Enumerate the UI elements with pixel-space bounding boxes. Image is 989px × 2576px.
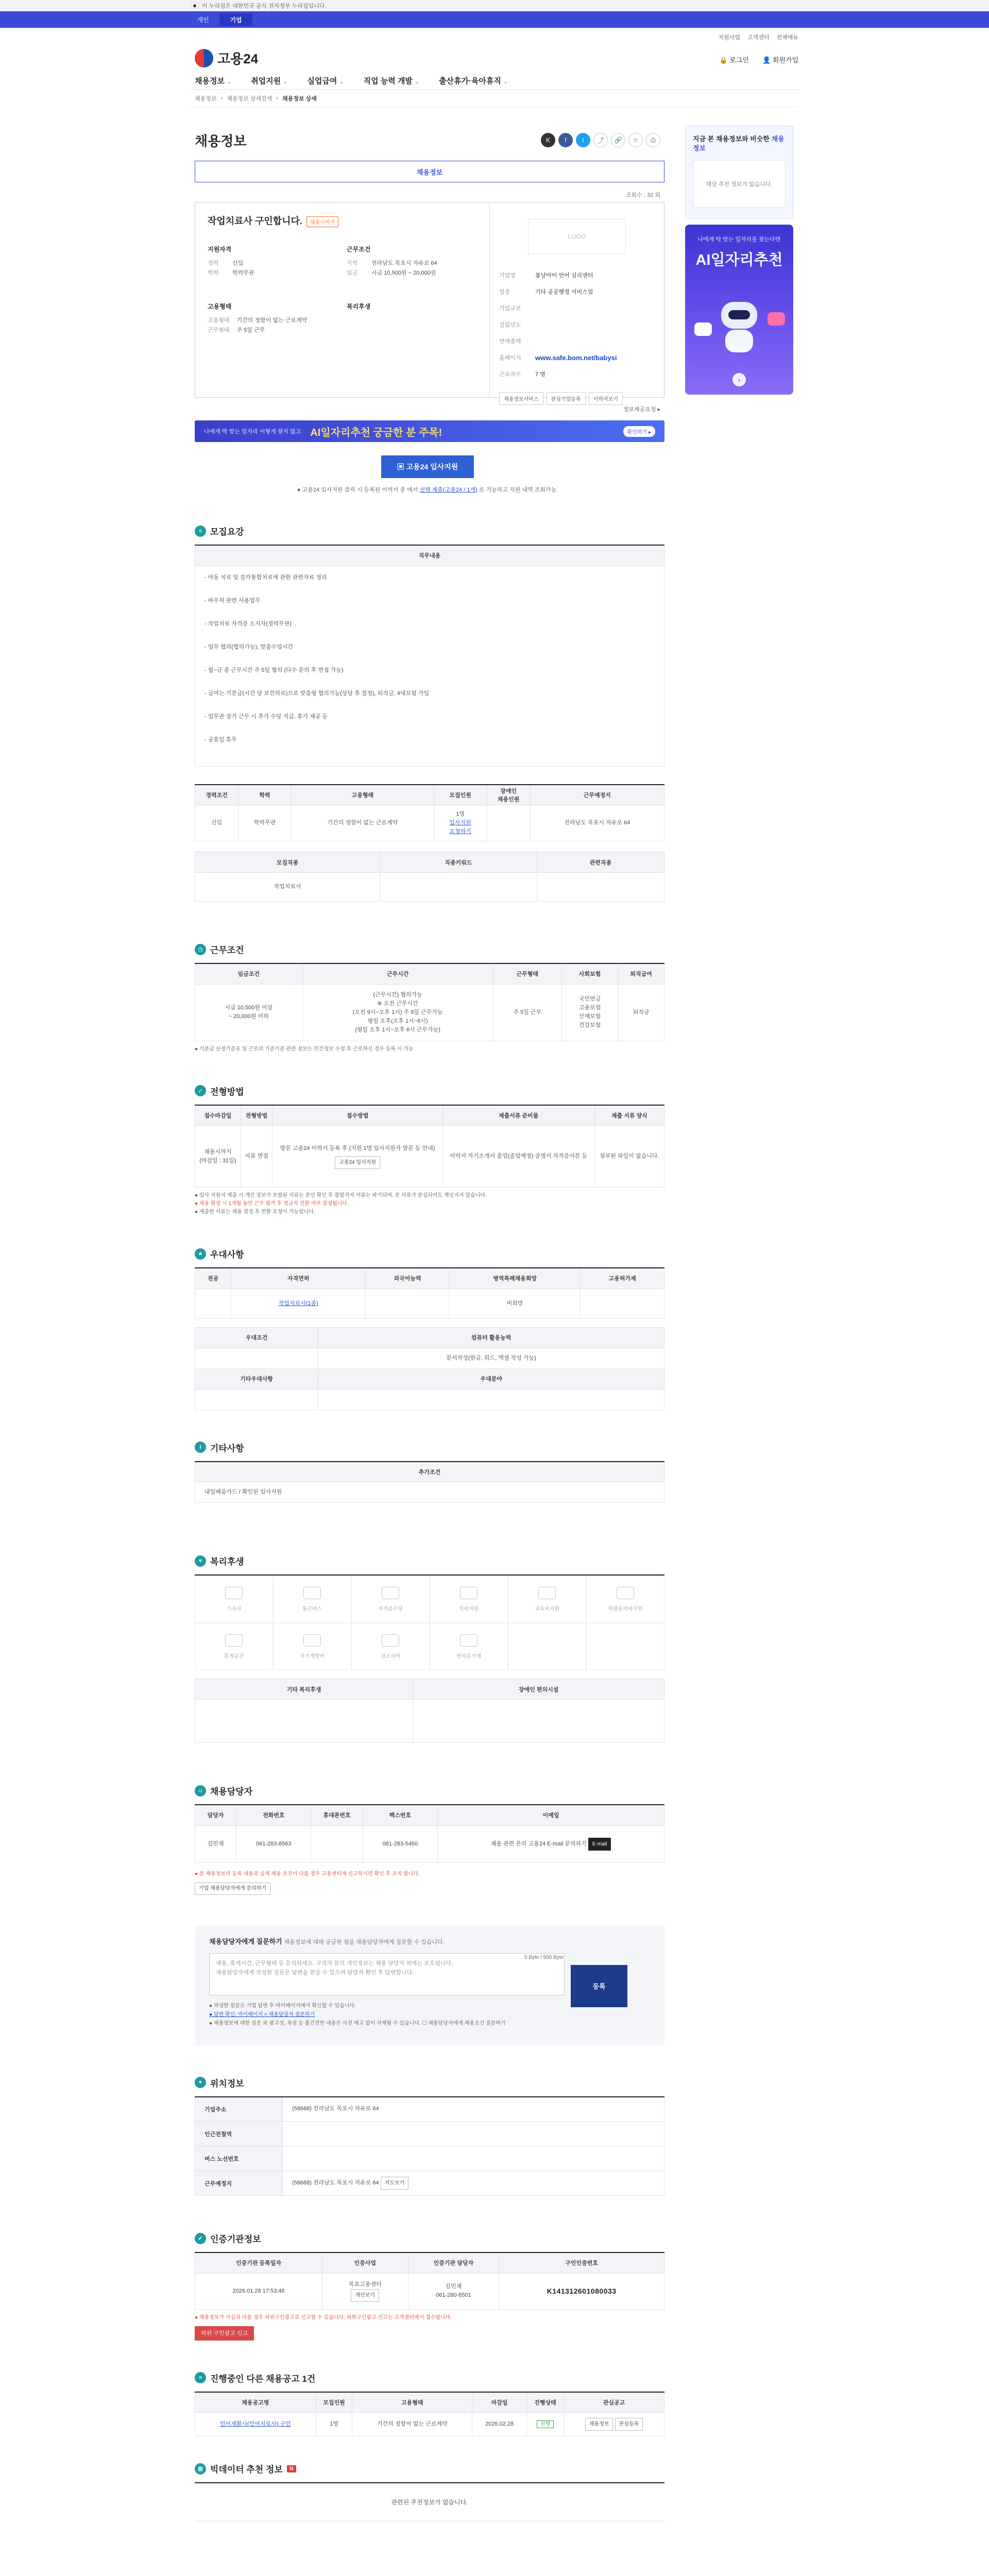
sofa-icon [225,1634,243,1647]
header [191,28,798,90]
bus-icon [303,1587,321,1599]
section-title-bigdata: ▦ 빅데이터 추천 정보 N [195,2462,664,2475]
star-icon[interactable]: ☆ [628,133,643,147]
company-name: 봄날아이 언어 심리센터 [535,273,593,279]
clock-icon: ◷ [195,944,206,955]
sidebar [685,126,793,395]
false-ad-report-button[interactable]: 허위 구인광고 신고 [195,2326,254,2341]
welfare-item: 자격증수당 [351,1575,430,1623]
page-title: 채용정보 [195,133,247,149]
byte-count: 0 Byte / 500 Byte [524,1954,564,1960]
cert-table: 인증기관 등록일자 인증사업 인증기관 담당자 구인인증번호 2026.01.28 17:53:48 목포고용센터 개인보기 김민채 061-280-8501 K141312601080033 [195,2252,664,2310]
ai-recommend-card[interactable]: 나에게 딱 맞는 일자리를 찾는다면 AI일자리추천 › [685,225,793,395]
contact-inquiry-button[interactable]: 기업 채용담당자에게 문의하기 [195,1883,270,1895]
util-link-help[interactable]: 고객센터 [747,35,770,41]
graduation-cap-icon [538,1587,556,1599]
chevron-down-icon: ⌄ [414,79,420,85]
section-title-cert: ✔ 인증기관정보 [195,2232,664,2245]
site-tab-company[interactable]: 기업 [219,13,252,26]
condition-block: 근무조건 지역 전라남도 목포시 자유로 64 임금 시급 10,500원 ~ 20,000원 [347,246,437,276]
employment-block: 고용형태 고용형태 기간의 정함이 없는 근로계약 근무형태 주 5일 근무 [208,303,308,333]
work-note: ● 기본급 산정기준표 및 근로의 기준기준 관련 정보는 민간정보 수정 후 근로하신 경우 등록 시 가능 [195,1046,414,1052]
util-link-support[interactable]: 지원사업 [718,35,740,41]
welfare-item: 교육비지원 [508,1575,586,1623]
envelope-icon [382,1634,399,1647]
list-icon: ≡ [195,526,206,537]
document-icon: ▣ [397,463,406,471]
recruit-occupation-table: 모집직종 직종키워드 관련직종 작업치료사 [195,852,664,902]
tab-job-info[interactable]: 채용정보 [195,161,664,182]
breadcrumb-item-current: 채용정보 상세 [282,95,317,102]
job-summary [195,202,664,402]
question-notes: ● 작성한 질문은 기업 답변 후 마이페이지에서 확인할 수 있습니다. ● 답변 확인: 마이페이지 > 채용담당자 질문하기 ● 채용정보에 대한 질문 외 광고성, 욕설 등 불건전한 내용은 사전 예고 없이 삭제될 수 있습니다. ☐ 채용담당자에게 채용조건 질문하기 [209,2003,506,2026]
process-notes: ● 입사 지원서 제출 시 개인 정보가 포함된 서류는 본인 확인 후 불합격자 서류는 파기되며, 본 서류가 분실되어도 책임지지 않습니다. ● 채용 확정 시 1개월 동안 근무 평가 후 정규직 전환 여부 결정됩니다. ● 제출한 서류는 채용 결정 후 반환 요청이 가능합니다. [195,1193,487,1215]
ai-recommend-banner[interactable]: 나에게 딱 맞는 일자리 어떻게 찾지 않고 AI일자리추천 궁금한 분 주목! 확인하기 ▸ [195,420,664,442]
logo-icon [195,49,213,67]
breadcrumb-item[interactable]: 채용정보 상세검색 [227,95,272,102]
kakao-icon[interactable]: K [541,133,555,147]
login-link[interactable]: 🔒 로그인 [719,56,749,64]
main-nav [195,75,508,86]
checklist-icon: ✓ [195,1085,206,1096]
question-submit-button[interactable]: 등록 [571,1965,627,2007]
welfare-item-empty [508,1623,586,1670]
apply-request-link[interactable]: 입사지원 요청하기 [449,820,471,835]
gift-icon: ♥ [195,1555,206,1567]
welfare-item-empty [586,1623,664,1670]
breadcrumb-item[interactable]: 채용정보 [195,95,217,102]
cert-number: K141312601080033 [499,2273,664,2309]
person-icon: 👤 [762,56,771,64]
nav-item-benefit[interactable]: 실업급여 ⌄ [307,77,344,86]
view-count: 조회수 : 32 회 [626,192,660,198]
chart-icon: ▦ [195,2463,206,2475]
company-info: LOGO 기업명 봄날아이 언어 심리센터 업종 기타 공공행정 서비스업 기업규모 설립년도 연매출액 홈페이지 www.safe.bom.net/babysi 근로자수 7 명 채용정보서비스 관심기업등록 이력서보기 [490,202,664,397]
pref-table-2: 우대조건 컴퓨터 활용능력 문서작성(한글, 워드, 엑셀 작성 가능) 기타우대사항 우대분야 [195,1327,664,1410]
badge-icon: ✔ [195,2233,206,2244]
chat-bubble-icon [694,323,712,336]
job-title: 작업치료사 구인합니다. 채용시까지 [208,214,477,227]
print-icon[interactable]: ⎙ [646,133,660,147]
lock-icon: 🔒 [719,56,728,64]
welfare-item: 차량유지비지원 [586,1575,664,1623]
duty-content: - 아동 치료 및 감각통합치료에 관한 관련자료 정리 - 바우처 관련 사용업무 - 작업치료 자격증 소지자(경력무관) - 업무 협의(협의가능), 맞춤수업시간 - 월~금 중 근무시간 주 5일 협의 (다수 문의 후 면접 가능) - 급여는 기본급(시간 당 보건의료)으로 맞춤형 협의가능(상담 후 결정), 퇴직금, 4대보험 가입 - 업무관 장기 근무 시 추가 수당 지급, 휴가 제공 등 - 공휴일 휴무 [195,566,664,766]
section-title-etc: i 기타사항 [195,1441,664,1454]
section-title-location: ⌖ 위치정보 [195,2076,664,2089]
logo-text: 고용24 [217,51,259,66]
other-job-link[interactable]: 언어재활사(언어치료사) 구인 [195,2413,316,2436]
site-logo[interactable] [195,48,258,67]
apply-note: ● 고용24 입사지원 클릭 시 등록된 이력서 중 에서 선택 제출(고용24 / 1개) 로 가능하고 지원 내역 조회가능. [297,487,558,493]
chevron-down-icon: ⌄ [226,79,232,85]
other-job-view-button[interactable]: 채용정보 [585,2418,613,2431]
chevron-right-icon: › [276,95,278,101]
welfare-item: 자기계발비 [273,1623,351,1670]
chevron-down-icon: ⌄ [339,79,344,85]
favorite-company-button[interactable]: 관심기업등록 [547,392,586,405]
certificate-icon [382,1587,399,1599]
process-apply-button[interactable]: 고용24 입사지원 [335,1156,380,1169]
book-icon [303,1634,321,1647]
question-textarea[interactable]: 채용, 휴게시간, 근무형태 등 문의하세요. 구직자 분의 개인정보는 채용 담당자 외에는 보호됩니다. 채용담당자에게 작성한 질문은 답변을 받을 수 있으며 담당자 확인 후 답변합니다. [209,1953,565,1995]
section-title-recruit: ≡ 모집요강 [195,524,664,537]
work-table: 임금조건 근무시간 근무형태 사회보험 퇴직급여 시급 10,500원 이상 ~ 20,000원 이하 (근무시간) 협의가능 ※ 오전 근무시간 (오전 9시~오후 1시) 주 5일 근무가능 평일 오후(오후 1시~6시) (평일 오후 1시~오후 6시 근무가능) 주 5일 근무 국민연금 고용보험 산재보험 건강보험 퇴직금 [195,963,664,1041]
chat-bubble-icon [768,312,785,326]
ai-more-button[interactable]: › [732,373,746,386]
pref-table: 전공 자격면허 외국어능력 병역특례채용희망 고용허가제 작업치료사(1종) 비희망 [195,1267,664,1319]
gov-banner-text: 이 누리집은 대한민국 공식 전자정부 누리집입니다. [202,3,327,9]
house-icon [225,1587,243,1599]
section-title-welfare: ♥ 복리후생 [195,1554,664,1567]
user-icon: ☺ [195,1785,206,1797]
share-icons [541,133,660,147]
company-jobs-button[interactable]: 채용정보서비스 [499,392,543,405]
car-icon [617,1587,634,1599]
site-tab-personal[interactable]: 개인 [197,16,209,24]
chevron-right-icon: › [220,95,223,101]
info-request-link[interactable]: 정보제공요청 ▸ [623,406,660,413]
signup-link[interactable]: 👤 회원가입 [762,56,798,64]
apply-note-link[interactable]: 선택 제출(고용24 / 1개) [419,487,478,493]
checkbox[interactable]: ☐ [422,2020,427,2026]
nav-item-training[interactable]: 직업 능력 개발 ⌄ [363,77,420,86]
util-link-allmenu[interactable]: 전체메뉴 [776,35,798,41]
status-badge: 진행 [537,2420,554,2428]
contact-notes: ● 본 채용정보의 등록 내용과 실제 채용 조건이 다를 경우 고용센터에 신고하시면 확인 후 조치 합니다. 기업 채용담당자에게 문의하기 [195,1870,664,1895]
section-title-work: ◷ 근무조건 [195,943,664,956]
question-box: 채용담당자에게 질문하기 채용정보에 대해 궁금한 점을 채용담당자에게 질문할 수 있습니다. 0 Byte / 500 Byte 채용, 휴게시간, 근무형태 등 문의하세요. 구직자 분의 개인정보는 채용 담당자 외에는 보호됩니다. 채용담당자에게 작성한 질문은 답변을 받을 수 있으며 담당자 확인 후 답변합니다. 등록 ● 작성한 질문은 기업 답변 후 마이페이지에서 확인할 수 있습니다. ● 답변 확인: 마이페이지 > 채용담당자 질문하기 ● 채용정보에 대한 질문 외 광고성, 욕설 등 불건전한 내용은 사전 예고 없이 삭제될 수 있습니다. ☐ 채용담당자에게 채용조건 질문하기 [195,1926,664,2045]
similar-jobs-empty: 해당 추천 정보가 없습니다. [693,160,786,208]
welfare-item: 연차휴가제 [430,1623,508,1670]
welfare-item: 기숙사 [195,1575,273,1623]
nav-item-leave[interactable]: 출산휴가·육아휴직 ⌄ [439,77,508,86]
info-icon: i [195,1442,206,1453]
table-row: 언어재활사(언어치료사) 구인 1명 기간의 정함이 없는 근로계약 2026.02.28 진행 채용정보 관심등록 [195,2413,664,2436]
thumbs-up-icon: ★ [195,1248,206,1260]
welfare-table: 기타 복리후생 장애인 편의시설 [195,1679,664,1743]
apply-button[interactable]: ▣ 고용24 입사지원 [381,455,474,478]
recruit-table: 경력조건 학력 고용형태 모집인원 장애인 채용인원 근무예정지 신입 학력무관 기간의 정함이 없는 근로계약 1명 입사지원 요청하기 전라남도 목포시 자유로 64 [195,784,664,842]
section-title-others: ≡ 진행중인 다른 채용공고 1건 [195,2371,664,2384]
cert-notes: ● 채용정보가 사실과 다를 경우 허위구인광고로 신고할 수 있습니다. 허위구인광고 신고는 고객센터에서 접수합니다. 허위 구인광고 신고 [195,2314,664,2341]
nav-item-support[interactable]: 취업지원 ⌄ [251,77,288,86]
recruit-duty-table: 직무내용 - 아동 치료 및 감각통합치료에 관한 관련자료 정리 - 바우처 관련 사용업무 - 작업치료 자격증 소지자(경력무관) - 업무 협의(협의가능), 맞춤수업시간 - 월~금 중 근무시간 주 5일 협의 (다수 문의 후 면접 가능) - 급여는 기본급(시간 당 보건의료)으로 맞춤형 협의가능(상담 후 결정), 퇴직금, 4대보험 가입 - 업무관 장기 근무 시 추가 수당 지급, 휴가 제공 등 - 공휴일 휴무 [195,545,664,767]
welfare-block: 복리후생 [347,303,371,310]
flag-icon [191,3,199,8]
main-content [191,126,664,2521]
site-tabs [0,11,989,28]
welfare-item: 식비지원 [430,1575,508,1623]
facebook-icon[interactable]: f [558,133,573,147]
qualification-block: 지원자격 경력 신입 학력 학력무관 [208,246,254,276]
section-title-contact: ☺ 채용담당자 [195,1784,664,1797]
calendar-icon [460,1634,478,1647]
similar-jobs-card: 지금 본 채용정보와 비슷한 채용정보 해당 추천 정보가 없습니다. [685,126,793,218]
new-badge: N [287,2465,296,2472]
cert-view-button[interactable]: 개인보기 [351,2289,379,2302]
welfare-grid [195,1574,664,1670]
breadcrumb [191,90,798,107]
user-links [719,55,798,64]
welfare-item: 휴게공간 [195,1623,273,1670]
resume-view-button[interactable]: 이력서보기 [589,392,623,405]
link-icon[interactable]: 🔗 [611,133,625,147]
map-view-button[interactable]: 지도보기 [381,2177,409,2190]
gov-banner [0,0,989,11]
map-pin-icon: ⌖ [195,2077,206,2088]
email-button[interactable]: E-mail [588,1838,611,1851]
location-table: 기업주소 (58668) 전라남도 목포시 자유로 64 인근전철역 버스 노선번호 근무예정지 (58668) 전라남도 목포시 자유로 64 지도보기 [195,2096,664,2196]
ai-banner-button[interactable]: 확인하기 ▸ [623,426,655,437]
bigdata-empty: 관련된 추천정보가 없습니다. [195,2482,664,2521]
share-icon[interactable]: ⤴ [593,133,608,147]
chevron-down-icon: ⌄ [283,79,288,85]
util-links [718,33,798,41]
company-logo: LOGO [528,219,626,254]
robot-icon [711,297,768,359]
company-homepage-link[interactable]: www.safe.bom.net/babysi [535,354,617,362]
chevron-down-icon: ⌄ [503,79,508,85]
welfare-item: 경조사비 [351,1623,430,1670]
other-job-favorite-button[interactable]: 관심등록 [615,2418,643,2431]
meal-icon [460,1587,478,1599]
other-jobs-table: 채용공고명 모집인원 고용형태 마감일 진행상태 관심공고 언어재활사(언어치료사) 구인 1명 기간의 정함이 없는 근로계약 2026.02.28 진행 채용정보 관심등록 [195,2392,664,2437]
contact-table: 담당자 전화번호 휴대폰번호 팩스번호 이메일 김민채 061-283-8563 061-283-5460 채용 관련 문의 고용24 E-mail 문의하기 E-mail [195,1804,664,1863]
etc-table: 추가조건 내일배움카드 / 확인된 입사지원 [195,1461,664,1503]
section-title-process: ✓ 전형방법 [195,1084,664,1097]
section-title-pref: ★ 우대사항 [195,1247,664,1260]
twitter-icon[interactable]: t [576,133,590,147]
nav-item-jobs[interactable]: 채용정보 ⌄ [195,77,232,86]
list-icon: ≡ [195,2372,206,2383]
deadline-badge: 채용시까지 [306,216,338,227]
welfare-item: 통근버스 [273,1575,351,1623]
process-table: 접수마감일 전형방법 접수방법 제출서류 준비물 제출 서류 양식 채용시까지 (마감일 : 31일) 서류 면접 방문 고용24 이력서 등록 후 (지원 1명 입사지원자 방문 등 안내) 고용24 입사지원 이력서 자기소개서 졸업(졸업예정) 증명서 자격증사본 등 첨부된 파일이 없습니다. [195,1105,664,1188]
